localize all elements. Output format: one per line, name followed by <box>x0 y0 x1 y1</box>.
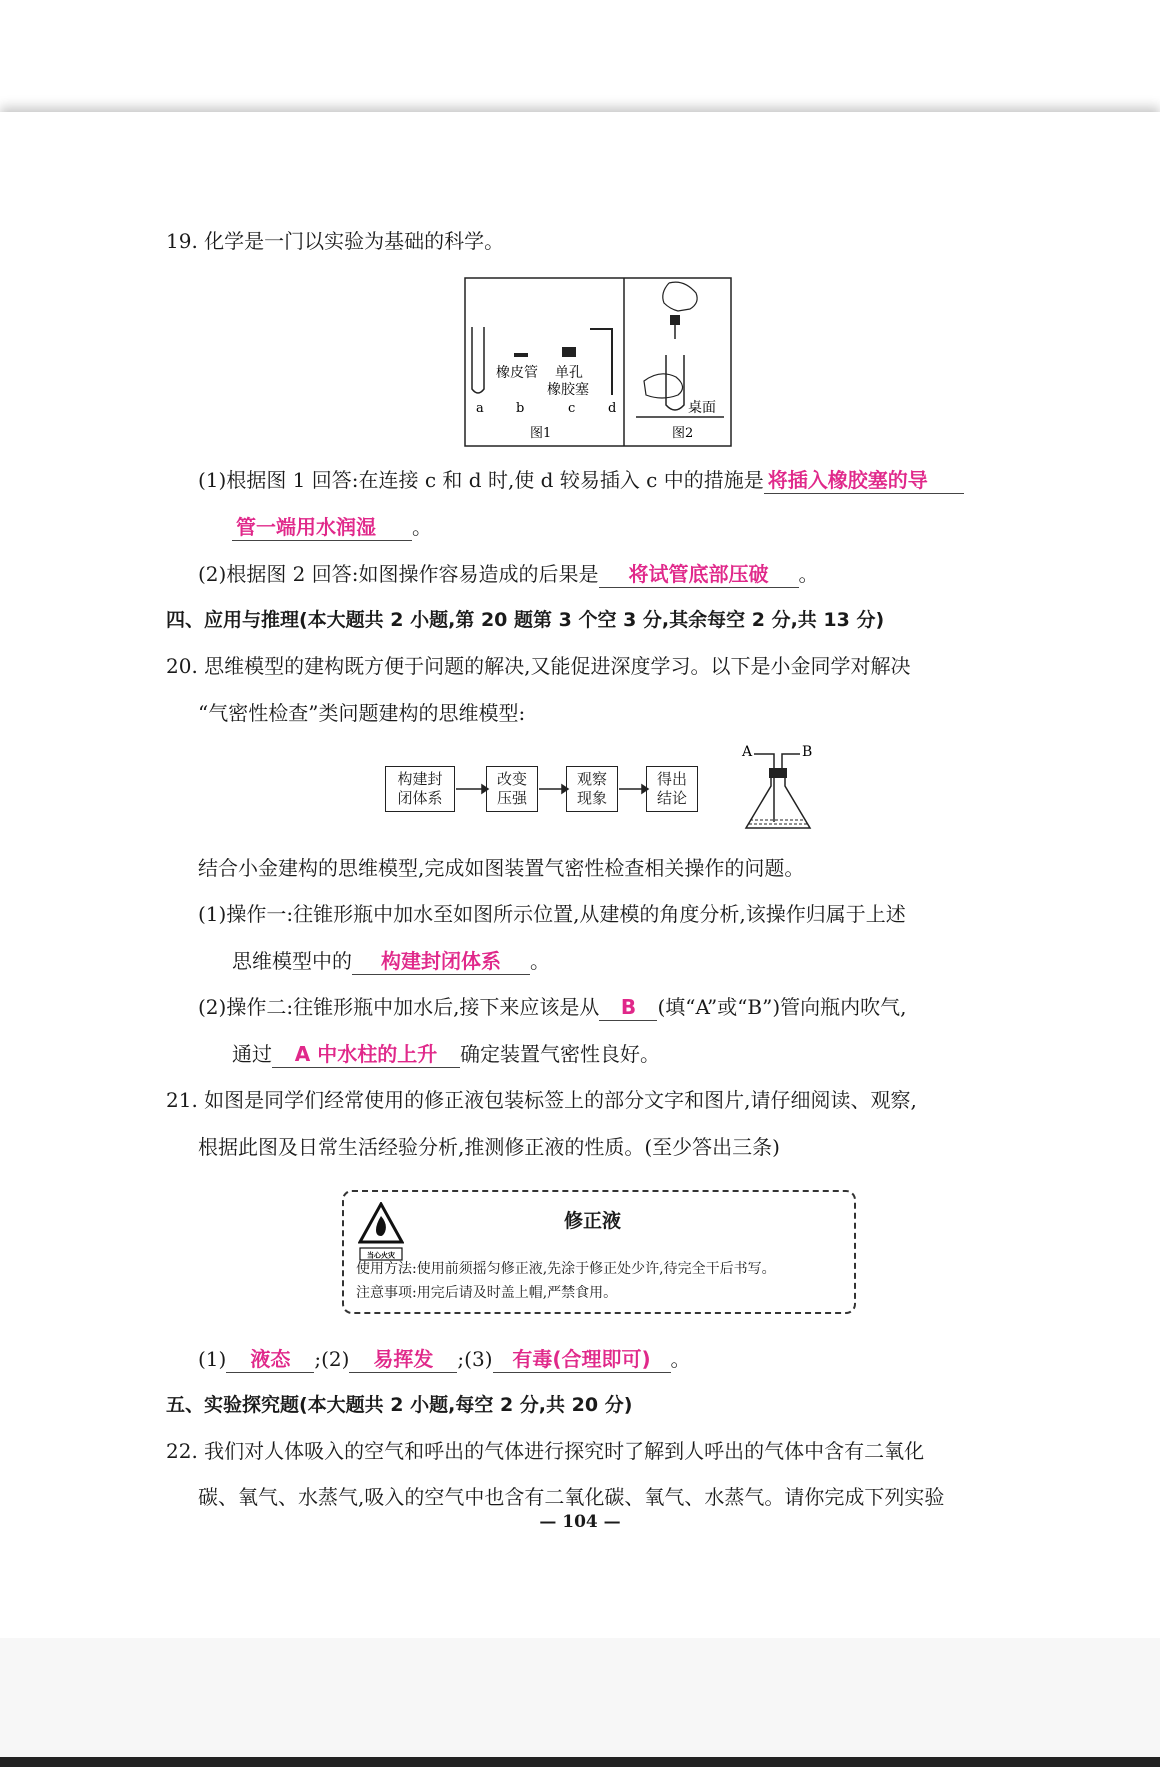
q20-part1-line1: (1)操作一:往锥形瓶中加水至如图所示位置,从建模的角度分析,该操作归属于上述 <box>198 902 906 926</box>
correction-fluid-label <box>342 1190 856 1314</box>
q20-p2-middle: (填“A”或“B”)管向瓶内吹气, <box>657 995 907 1019</box>
q20-p2-answer-2: A 中水柱的上升 <box>272 1041 460 1068</box>
q21-stem-1: 21. 如图是同学们经常使用的修正液包装标签上的部分文字和图片,请仔细阅读、观察, <box>166 1088 917 1112</box>
svg-text:B: B <box>802 744 813 760</box>
q20-p2-prefix: (2)操作二:往锥形瓶中加水后,接下来应该是从 <box>198 995 600 1019</box>
q20-p1-suffix: 。 <box>530 949 550 973</box>
label-usage: 使用方法:使用前须摇匀修正液,先涂于修正处少许,待完全干后书写。 <box>356 1261 776 1277</box>
q19-p1-answer-b: 管一端用水润湿 <box>232 514 412 541</box>
test-tube-a <box>472 327 484 393</box>
flow-step-3: 观察 现象 <box>566 766 618 812</box>
q21-answers <box>198 1344 691 1374</box>
section-5-heading: 五、实验探究题(本大题共 2 小题,每空 2 分,共 20 分) <box>166 1394 633 1416</box>
q21-answer-2: 易挥发 <box>349 1346 457 1373</box>
q19-figure <box>464 277 732 447</box>
q20-stem-1: 20. 思维模型的建构既方便于问题的解决,又能促进深度学习。以下是小金同学对解决 <box>166 654 911 678</box>
svg-text:d: d <box>608 401 617 416</box>
q21-answer-1: 液态 <box>226 1346 314 1373</box>
page-number-value: 104 <box>562 1512 598 1532</box>
q19-p2-suffix: 。 <box>798 562 819 586</box>
q22-stem-1: 22. 我们对人体吸入的空气和呼出的气体进行探究时了解到人呼出的气体中含有二氧化 <box>166 1439 925 1463</box>
q21-suffix: 。 <box>670 1347 691 1371</box>
svg-text:桌面: 桌面 <box>688 400 716 416</box>
flow-arrows <box>455 779 700 799</box>
glass-tube-d <box>590 329 612 395</box>
svg-text:当心火灾: 当心火灾 <box>367 1251 395 1260</box>
label-title: 修正液 <box>564 1210 622 1232</box>
stopper-c <box>562 347 576 357</box>
bottom-bar <box>0 1757 1160 1767</box>
stopper-fig2 <box>670 315 680 325</box>
bottom-background <box>0 1638 1160 1767</box>
q21-a3-prefix: ;(3) <box>457 1347 493 1371</box>
svg-text:a: a <box>476 401 484 416</box>
label-notice: 注意事项:用完后请及时盖上帽,严禁食用。 <box>356 1285 618 1301</box>
section-4-heading: 四、应用与推理(本大题共 2 小题,第 20 题第 3 个空 3 分,其余每空 2 分,共 13 分) <box>166 609 885 631</box>
fire-warning-icon <box>358 1202 404 1262</box>
svg-text:图1: 图1 <box>530 426 552 441</box>
svg-text:c: c <box>568 401 576 416</box>
top-background <box>0 0 1160 112</box>
q20-p2-answer-1: B <box>599 994 657 1021</box>
q19-part2 <box>198 559 819 589</box>
svg-text:b: b <box>516 401 525 416</box>
q20-intro: 结合小金建构的思维模型,完成如图装置气密性检查相关操作的问题。 <box>198 856 805 880</box>
q20-part2-line1 <box>198 992 907 1022</box>
rubber-tube-b <box>514 353 528 357</box>
q21-a1-prefix: (1) <box>198 1347 227 1371</box>
q20-part2-line2 <box>232 1039 660 1069</box>
hand-top <box>663 282 697 311</box>
svg-text:橡皮管: 橡皮管 <box>496 365 538 381</box>
q19-p2-prefix: (2)根据图 2 回答:如图操作容易造成的后果是 <box>198 562 599 586</box>
svg-text:A: A <box>742 744 753 760</box>
q19-p2-answer: 将试管底部压破 <box>599 561 799 588</box>
q20-p1-prefix: 思维模型中的 <box>232 949 352 973</box>
q20-p2-prefix-2: 通过 <box>232 1042 272 1066</box>
flow-step-4: 得出 结论 <box>646 766 698 812</box>
q20-p2-suffix: 确定装置气密性良好。 <box>460 1042 660 1066</box>
q20-stem-2: “气密性检查”类问题建构的思维模型: <box>198 701 526 725</box>
svg-text:橡胶塞: 橡胶塞 <box>547 382 589 398</box>
q19-p1-answer-a: 将插入橡胶塞的导 <box>764 467 964 494</box>
q19-part1-line2 <box>232 512 432 542</box>
q19-stem: 19. 化学是一门以实验为基础的科学。 <box>166 229 505 253</box>
page-number: — 104 — <box>539 1512 621 1532</box>
svg-text:图2: 图2 <box>672 426 694 441</box>
q19-p1-suffix: 。 <box>412 515 432 539</box>
q20-p1-answer: 构建封闭体系 <box>352 948 530 975</box>
q21-stem-2: 根据此图及日常生活经验分析,推测修正液的性质。(至少答出三条) <box>198 1135 780 1159</box>
svg-text:单孔: 单孔 <box>555 365 583 381</box>
flow-step-2: 改变 压强 <box>486 766 538 812</box>
q21-a2-prefix: ;(2) <box>314 1347 350 1371</box>
flow-step-1: 构建封 闭体系 <box>385 766 455 812</box>
q20-part1-line2 <box>232 946 550 976</box>
hand-bottom <box>644 374 683 398</box>
q19-p1-prefix: (1)根据图 1 回答:在连接 c 和 d 时,使 d 较易插入 c 中的措施是 <box>198 468 764 492</box>
erlenmeyer-apparatus <box>736 744 820 836</box>
q21-answer-3: 有毒(合理即可) <box>493 1346 671 1373</box>
q19-part1-line1 <box>198 465 964 495</box>
q22-stem-2: 碳、氧气、水蒸气,吸入的空气中也含有二氧化碳、氧气、水蒸气。请你完成下列实验 <box>198 1485 945 1509</box>
